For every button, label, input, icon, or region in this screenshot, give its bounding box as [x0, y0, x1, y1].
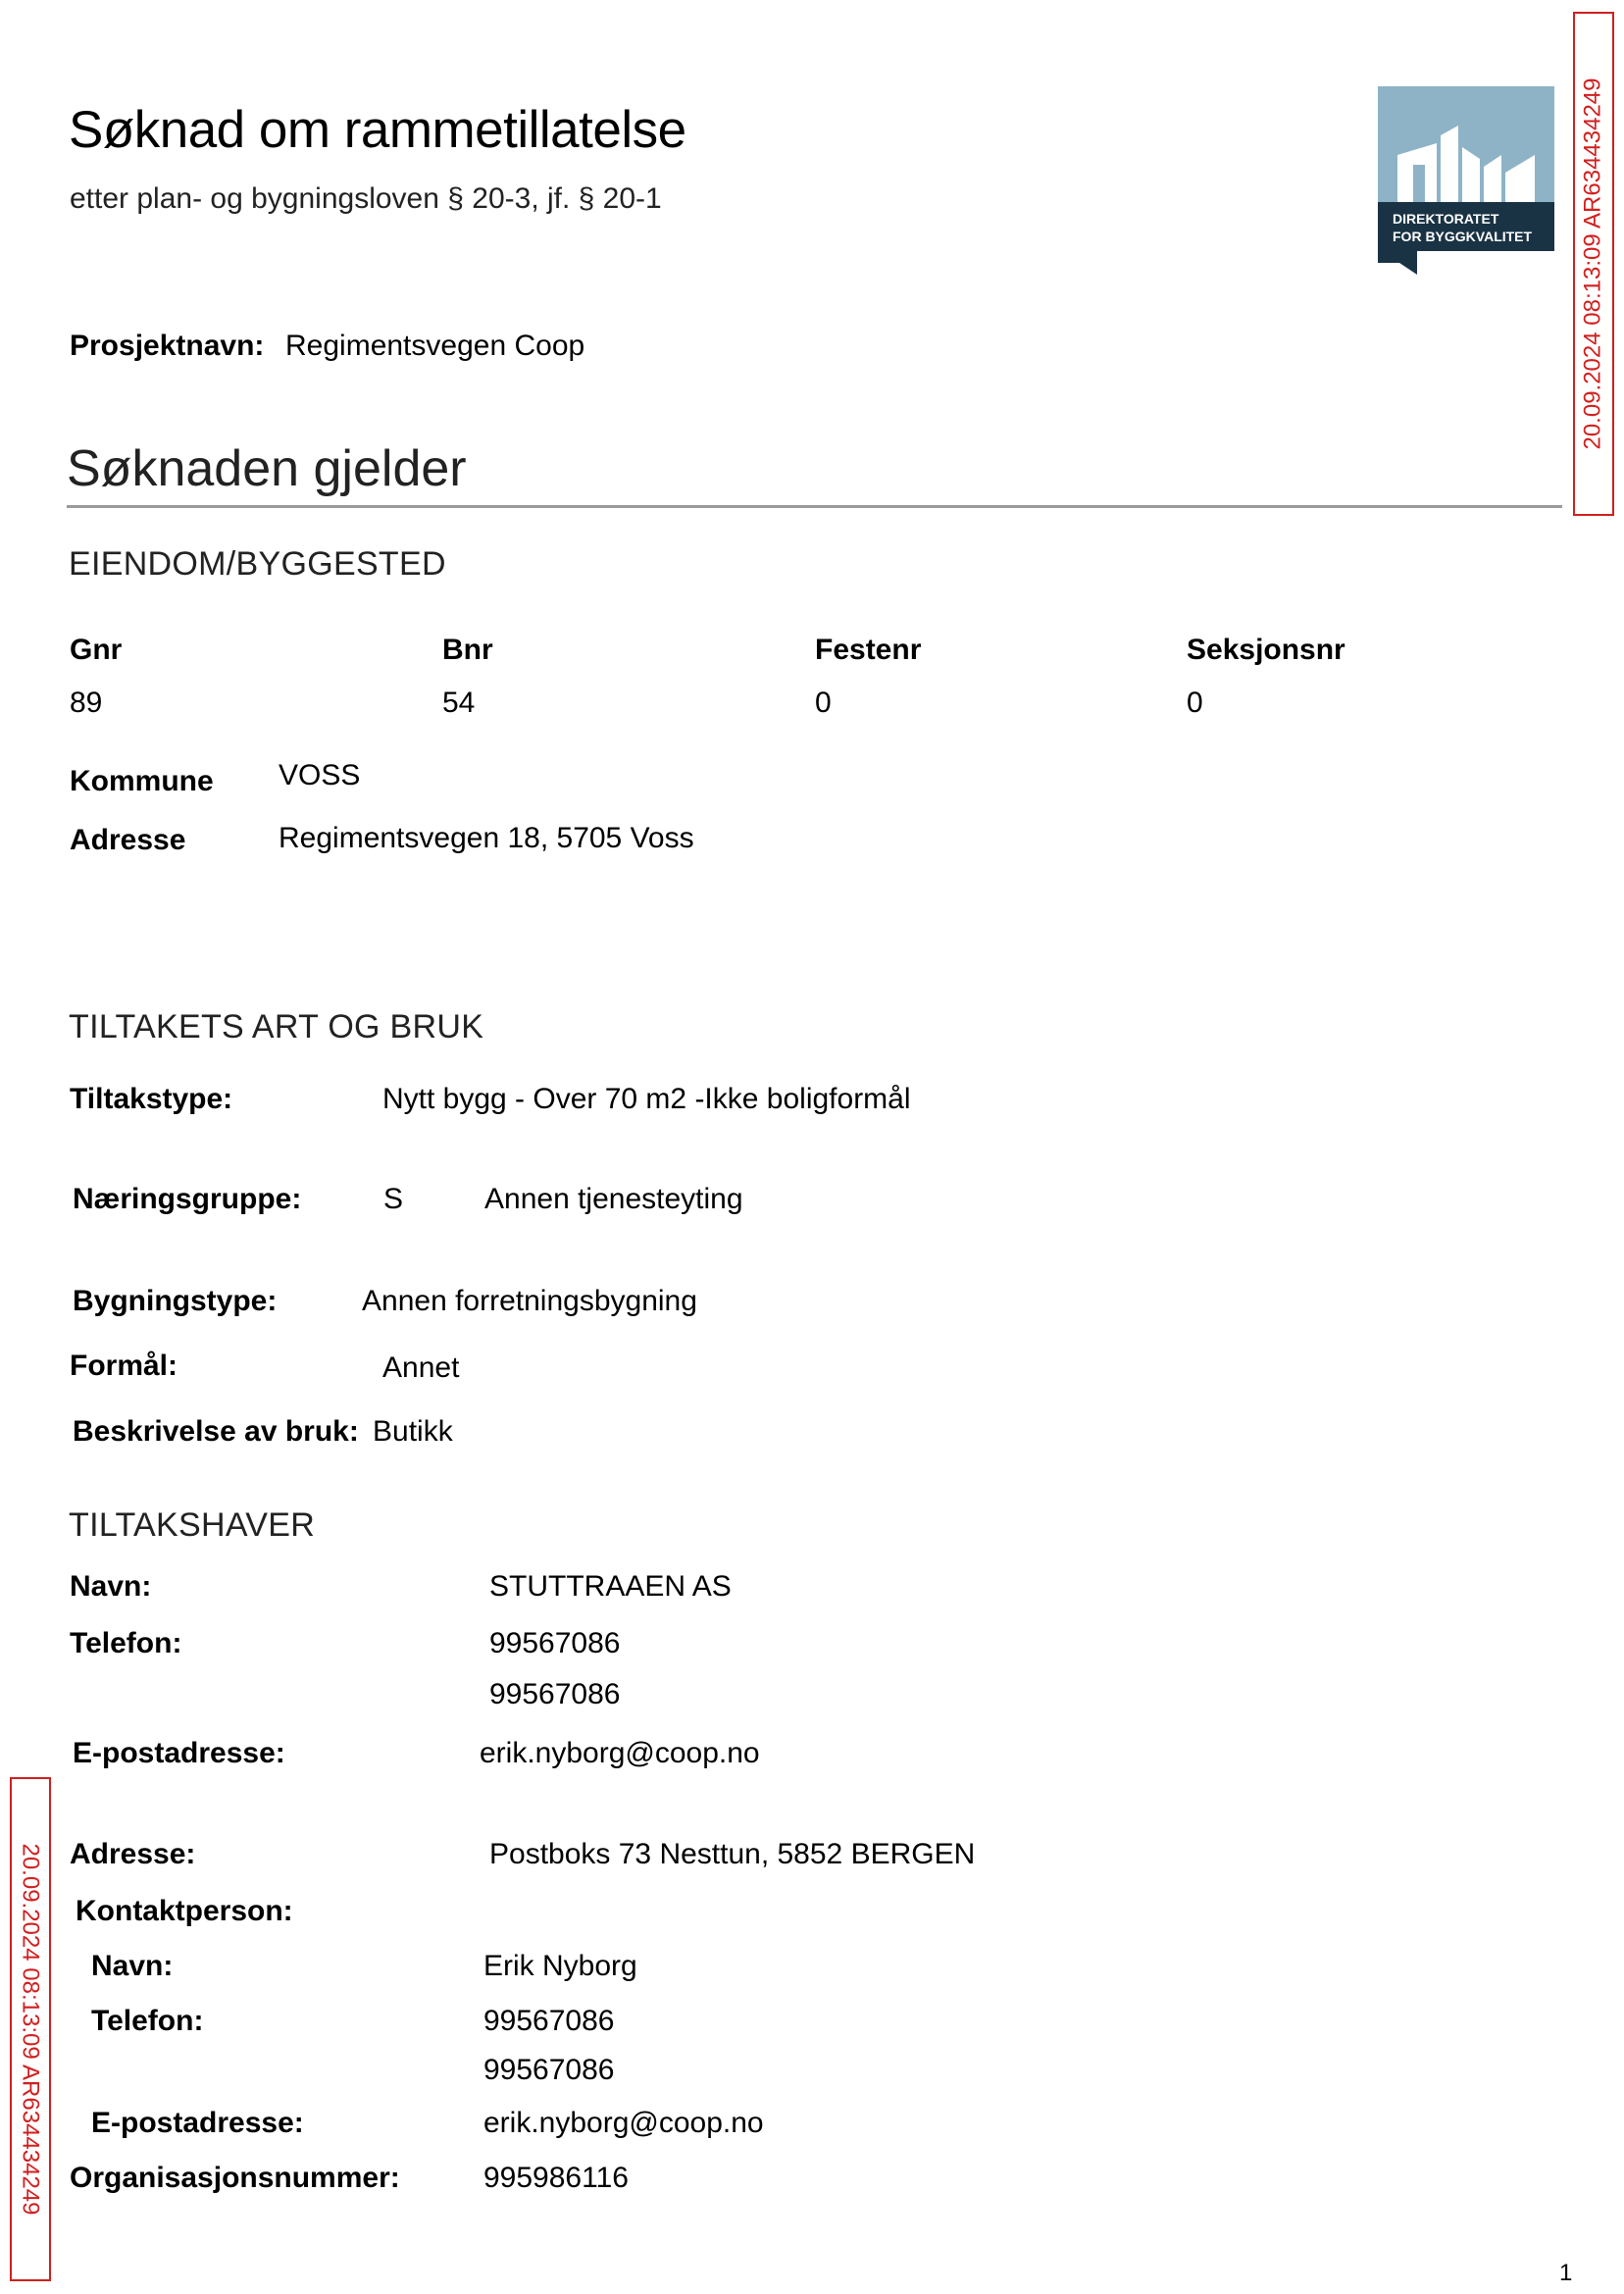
timestamp-stamp-text: 20.09.2024 08:13:09 AR634434249 — [18, 1843, 44, 2216]
organisasjonsnummer-value: 995986116 — [483, 2162, 629, 2194]
kommune-value: VOSS — [279, 759, 361, 791]
timestamp-stamp-text: 20.09.2024 08:13:09 AR634434249 — [1580, 77, 1606, 450]
gnr-value: 89 — [70, 687, 103, 719]
adresse-label: Adresse — [70, 824, 186, 856]
tiltakstype-value: Nytt bygg - Over 70 m2 -Ikke boligformål — [382, 1083, 911, 1115]
kontaktperson-label: Kontaktperson: — [76, 1895, 293, 1927]
logo-line1: DIREKTORATET — [1393, 211, 1499, 227]
bygningstype-label: Bygningstype: — [73, 1285, 278, 1317]
seksjonsnr-label: Seksjonsnr — [1187, 634, 1345, 666]
kontaktperson-epost-value: erik.nyborg@coop.no — [483, 2107, 764, 2139]
eiendom-heading: EIENDOM/BYGGESTED — [69, 545, 446, 583]
document-title: Søknad om rammetillatelse — [69, 101, 686, 159]
tiltakshaver-telefon-label: Telefon: — [70, 1627, 182, 1659]
tiltakshaver-epost-label: E-postadresse: — [73, 1737, 285, 1769]
kontaktperson-telefon-label: Telefon: — [91, 2005, 204, 2037]
naeringsgruppe-label: Næringsgruppe: — [73, 1183, 302, 1215]
project-value: Regimentsvegen Coop — [285, 330, 585, 362]
organisasjonsnummer-label: Organisasjonsnummer: — [70, 2162, 400, 2194]
festenr-label: Festenr — [815, 634, 922, 666]
adresse-value: Regimentsvegen 18, 5705 Voss — [279, 822, 694, 854]
project-label: Prosjektnavn: — [70, 330, 265, 362]
kontaktperson-epost-label: E-postadresse: — [91, 2107, 304, 2139]
timestamp-stamp-right — [1573, 12, 1614, 516]
page-number: 1 — [1559, 2260, 1573, 2286]
document-subtitle: etter plan- og bygningsloven § 20-3, jf. § 20-1 — [70, 182, 662, 215]
naeringsgruppe-code: S — [383, 1183, 404, 1215]
beskrivelse-value: Butikk — [373, 1415, 453, 1448]
kontaktperson-navn-label: Navn: — [91, 1950, 174, 1982]
kontaktperson-telefon-value-2: 99567086 — [483, 2054, 615, 2086]
kontaktperson-telefon-value-1: 99567086 — [483, 2005, 615, 2037]
tiltakshaver-navn-label: Navn: — [70, 1570, 152, 1603]
bnr-value: 54 — [442, 687, 476, 719]
seksjonsnr-value: 0 — [1187, 687, 1203, 719]
kommune-label: Kommune — [70, 765, 214, 797]
naeringsgruppe-value: Annen tjenesteyting — [484, 1183, 743, 1215]
tiltakshaver-adresse-label: Adresse: — [70, 1838, 196, 1870]
dibk-logo — [1378, 86, 1554, 275]
logo-line2: FOR BYGGKVALITET — [1393, 229, 1533, 244]
bygningstype-value: Annen forretningsbygning — [362, 1285, 697, 1317]
dibk-logo-icon — [1378, 86, 1554, 275]
bnr-label: Bnr — [442, 634, 493, 666]
tiltakshaver-telefon-value-2: 99567086 — [489, 1678, 621, 1710]
formal-value: Annet — [382, 1351, 460, 1384]
section-heading: Søknaden gjelder — [67, 440, 467, 497]
tiltakstype-label: Tiltakstype: — [70, 1083, 233, 1115]
section-divider — [67, 505, 1562, 508]
gnr-label: Gnr — [70, 634, 123, 666]
tiltakshaver-epost-value: erik.nyborg@coop.no — [480, 1737, 760, 1769]
tiltakshaver-telefon-value-1: 99567086 — [489, 1627, 621, 1659]
beskrivelse-label: Beskrivelse av bruk: — [73, 1415, 359, 1448]
tiltakshaver-navn-value: STUTTRAAEN AS — [489, 1570, 732, 1603]
timestamp-stamp-left — [10, 1777, 51, 2281]
festenr-value: 0 — [815, 687, 832, 719]
tiltak-heading: TILTAKETS ART OG BRUK — [69, 1008, 484, 1045]
tiltakshaver-adresse-value: Postboks 73 Nesttun, 5852 BERGEN — [489, 1838, 976, 1870]
formal-label: Formål: — [70, 1350, 178, 1382]
kontaktperson-navn-value: Erik Nyborg — [483, 1950, 637, 1982]
tiltakshaver-heading: TILTAKSHAVER — [69, 1506, 316, 1544]
